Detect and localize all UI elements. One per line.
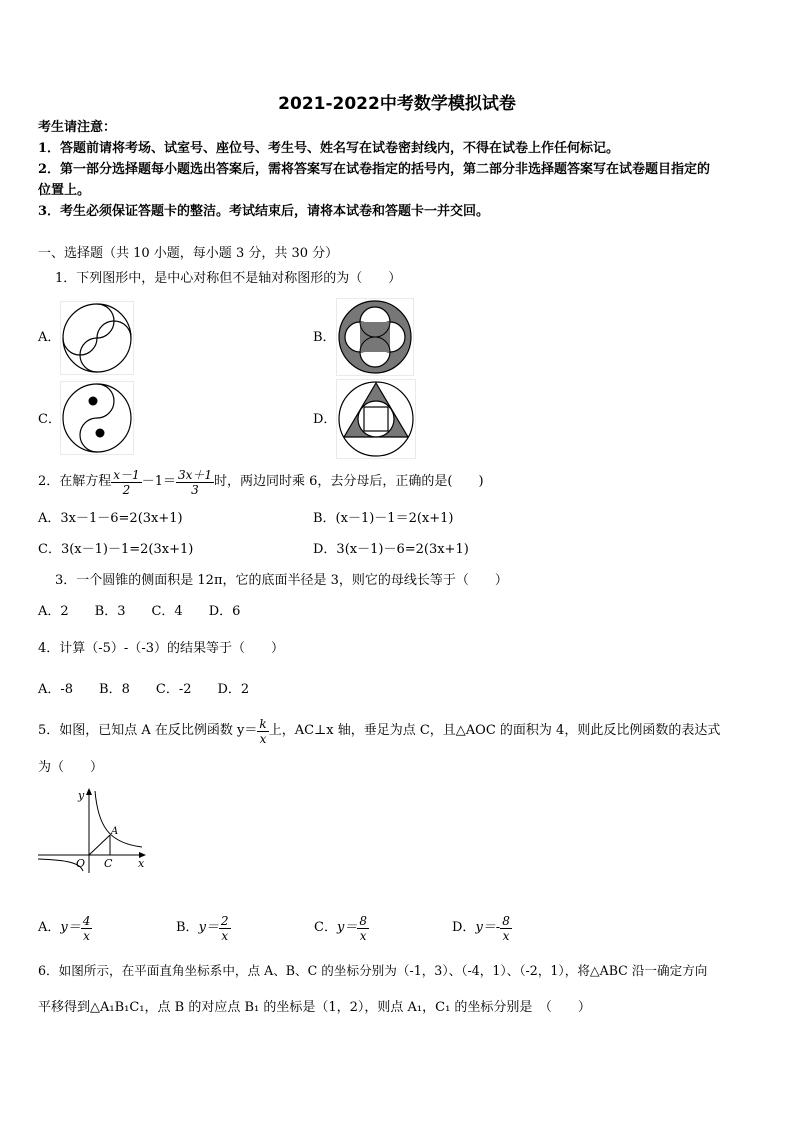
- q2-fraction-1: [111, 468, 141, 497]
- q5-option-d-label: D．: [452, 920, 476, 935]
- q1-figure-d: [336, 379, 416, 459]
- q5-option-d-denominator: x: [502, 928, 510, 943]
- notice-item-2: 2．第一部分选择题每小题选出答案后，需将答案写在试卷指定的括号内，第二部分非选择题答案写在试卷题目指定的: [38, 162, 711, 177]
- q5-option-b-label: B．: [176, 920, 199, 935]
- notice-item-1: 1．答题前请将考场、试室号、座位号、考生号、姓名写在试卷密封线内，不得在试卷上作任何标记。: [38, 141, 620, 156]
- q2-fraction-1-numerator: x－1: [113, 467, 140, 482]
- q2-prefix: 2．在解方程: [38, 474, 112, 489]
- q4-options: A．-8 B．8 C．-2 D．2: [38, 682, 250, 697]
- q5-option-a-lhs: y＝: [60, 920, 81, 935]
- section-heading: 一、选择题（共 10 小题，每小题 3 分，共 30 分）: [38, 246, 339, 261]
- q5-fraction-denominator: x: [259, 731, 267, 746]
- q5-option-a-numerator: 4: [82, 913, 91, 928]
- q1-stem: 1．下列图形中，是中心对称但不是轴对称图形的为（ ）: [55, 271, 402, 286]
- q5-graph-x-label: x: [138, 857, 145, 870]
- q5-graph-c-label: C: [104, 857, 113, 870]
- q5-option-a-fraction: [81, 914, 93, 943]
- q2-fraction-2-denominator: 3: [191, 482, 199, 497]
- q2-option-d: D．3(x－1)－6=2(3x+1): [313, 542, 469, 557]
- q4-stem: 4．计算（-5）-（-3）的结果等于（ ）: [38, 641, 284, 656]
- q3-options: A．2 B．3 C．4 D．6: [38, 604, 241, 619]
- q5-option-d-fraction: [500, 914, 512, 943]
- q5-fraction-numerator: k: [259, 716, 267, 731]
- q5-graph-y-label: y: [78, 789, 85, 802]
- q5-option-b-numerator: 2: [220, 913, 229, 928]
- q2-fraction-2-numerator: 3x＋1: [177, 467, 213, 482]
- q5-graph-a-label: A: [111, 826, 119, 837]
- q5-option-c-fraction: [357, 914, 369, 943]
- q2-fraction-2: [176, 468, 214, 497]
- q1-option-a-label: A．: [38, 330, 61, 345]
- q5-graph-origin-label: O: [76, 857, 86, 870]
- q6-stem-line1: 6．如图所示，在平面直角坐标系中，点 A、B、C 的坐标分别为（-1，3）、（-4，1）、（-2，1），将△ABC 沿一确定方向: [38, 963, 708, 978]
- q1-option-d-label: D．: [313, 412, 337, 427]
- q2-option-a: A．3x－1－6=2(3x+1): [38, 511, 183, 526]
- q5-option-b-lhs: y＝: [198, 920, 219, 935]
- q1-option-c-label: C．: [38, 412, 61, 427]
- q5-option-c-numerator: 8: [359, 913, 367, 928]
- q5-option-d-numerator: 8: [502, 913, 510, 928]
- q5-option-c-lhs: y＝: [336, 920, 358, 935]
- page-title: 2021-2022中考数学模拟试卷: [278, 94, 516, 114]
- q1-figure-c: [60, 381, 134, 455]
- q5-option-d: [452, 908, 512, 948]
- q2-option-b: B．(x－1)－1＝2(x+1): [313, 511, 454, 526]
- q2-option-c: C．3(x－1)－1=2(3x+1): [38, 542, 194, 557]
- q5-option-a: [38, 908, 92, 948]
- q3-stem: 3．一个圆锥的侧面积是 12π，它的底面半径是 3，则它的母线长等于（ ）: [55, 573, 508, 588]
- q6-stem-line2: 平移得到△A₁B₁C₁，点 B 的对应点 B₁ 的坐标是（1，2），则点 A₁，C₁ 的坐标分别是 （ ）: [38, 1000, 591, 1015]
- q5-option-d-lhs: y＝-: [475, 920, 501, 935]
- q5-option-c-label: C．: [314, 920, 337, 935]
- q5-stem-line2: 为（ ）: [38, 760, 104, 775]
- q2-fraction-1-denominator: 2: [122, 482, 131, 497]
- notice-item-3: 3．考生必须保证答题卡的整洁。考试结束后，请将本试卷和答题卡一并交回。: [38, 204, 490, 219]
- q5-option-b-denominator: x: [221, 928, 229, 943]
- q5-option-a-label: A．: [38, 920, 61, 935]
- notice-item-2-cont: 位置上。: [38, 183, 91, 198]
- q5-suffix: 上，AC⊥x 轴，垂足为点 C，且△AOC 的面积为 4，则此反比例函数的表达式: [268, 723, 721, 738]
- q5-option-b: [176, 908, 231, 948]
- q1-figure-a: [60, 301, 134, 375]
- q5-graph: [38, 785, 150, 875]
- q5-option-c: [314, 908, 369, 948]
- q2-mid: －1＝: [141, 474, 176, 489]
- q2-suffix: 时，两边同时乘 6，去分母后，正确的是( ): [214, 474, 484, 489]
- q5-option-a-denominator: x: [83, 928, 90, 943]
- q5-prefix: 5．如图，已知点 A 在反比例函数 y＝: [38, 723, 258, 738]
- q5-option-c-denominator: x: [359, 928, 367, 943]
- q5-stem: [38, 711, 720, 751]
- q1-option-b-label: B．: [313, 330, 336, 345]
- notice-heading: 考生请注意：: [38, 120, 117, 135]
- q1-figure-b: [336, 298, 414, 376]
- q2-stem: [38, 462, 484, 502]
- q5-fraction: [257, 717, 268, 746]
- q5-option-b-fraction: [219, 914, 231, 943]
